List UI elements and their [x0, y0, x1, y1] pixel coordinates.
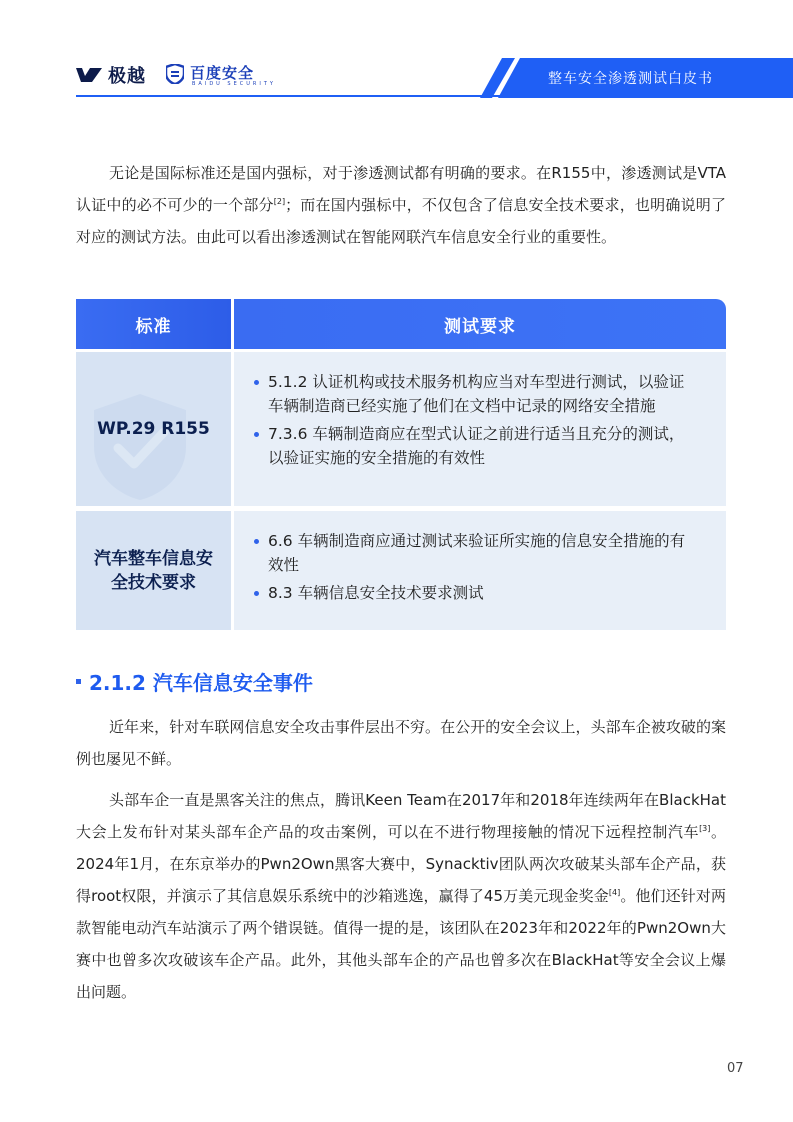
events-intro-paragraph: 近年来，针对车联网信息安全攻击事件层出不穷。在公开的安全会议上，头部车企被攻破的案例也屡见不鲜。: [76, 718, 726, 768]
requirement-text: 8.3 车辆信息安全技术要求测试: [268, 584, 484, 602]
standards-table: [76, 299, 726, 630]
events-text-2: 。2024年1月，在东京举办的Pwn2Own黑客大赛中，Synacktiv团队两次攻破某头部车企产品，获得root权限，并演示了其信息娱乐系统中的沙箱逃逸，赢得了45万美元现金奖金: [76, 823, 726, 905]
requirement-item: [254, 422, 694, 470]
requirement-item: [254, 581, 694, 605]
partner-logo-subtext: BAIDU SECURITY: [192, 81, 276, 87]
intro-text-1: 无论是国际标准还是国内强标，对于渗透测试都有明确的要求。在R155中，渗透测试是VTA认证中的必不可少的一个部分: [76, 164, 726, 214]
requirements-list: [254, 370, 694, 474]
table-row-standard-cell: [76, 352, 231, 506]
header-divider: [76, 95, 793, 97]
reference-2[interactable]: [2]: [273, 197, 286, 206]
page-header: [0, 0, 793, 100]
section-heading: [76, 667, 313, 695]
table-row-standard-cell: [76, 511, 231, 630]
intro-text-2: ；而在国内强标中，不仅包含了信息安全技术要求，也明确说明了对应的测试方法。由此可以看出渗透测试在智能网联汽车信息安全行业的重要性。: [76, 196, 726, 246]
shield-check-icon: [92, 392, 188, 502]
page-number: 07: [727, 1061, 744, 1076]
reference-4[interactable]: [4]: [608, 888, 621, 897]
brand-logo-text: 极越: [108, 66, 146, 87]
standard-name: WP.29 R155: [97, 419, 210, 439]
bullet-dot-icon: [254, 591, 259, 596]
jiyue-logo-icon: [76, 66, 102, 82]
baidu-security-shield-icon: [166, 64, 184, 84]
requirement-item: [254, 370, 694, 418]
document-title: 整车安全渗透测试白皮书: [548, 71, 713, 87]
bullet-dot-icon: [254, 432, 259, 437]
requirement-item: [254, 529, 694, 577]
table-row-requirements-cell: [234, 511, 726, 630]
table-header-requirements: 测试要求: [234, 299, 726, 349]
partner-logo-text: 百度安全: [190, 64, 255, 82]
section-bullet-icon: [76, 679, 81, 684]
bullet-dot-icon: [254, 539, 259, 544]
intro-paragraph: [76, 157, 726, 253]
requirements-list: [254, 529, 694, 609]
standard-name: 汽车整车信息安全技术要求: [94, 548, 213, 593]
table-row-requirements-cell: [234, 352, 726, 506]
reference-3[interactable]: [3]: [699, 824, 711, 833]
table-header-standard: 标准: [76, 299, 231, 349]
bullet-dot-icon: [254, 380, 259, 385]
events-detail-paragraph: [76, 784, 726, 1008]
events-text-3: 。他们还针对两款智能电动汽车站演示了两个错误链。值得一提的是，该团队在2023年和2022年的Pwn2Own大赛中也曾多次攻破该车企产品。此外，其他头部车企的产品也曾多次在BlackHat等安全会议上爆出问题。: [76, 887, 726, 1001]
section-title: 2.1.2 汽车信息安全事件: [89, 670, 313, 695]
events-text-1: 头部车企一直是黑客关注的焦点，腾讯Keen Team在2017年和2018年连续两年在BlackHat大会上发布针对某头部车企产品的攻击案例，可以在不进行物理接触的情况下远程控制汽车: [76, 791, 726, 841]
requirement-text: 7.3.6 车辆制造商应在型式认证之前进行适当且充分的测试，以验证实施的安全措施的有效性: [268, 425, 685, 467]
requirement-text: 5.1.2 认证机构或技术服务机构应当对车型进行测试，以验证车辆制造商已经实施了他们在文档中记录的网络安全措施: [268, 373, 685, 415]
requirement-text: 6.6 车辆制造商应通过测试来验证所实施的信息安全措施的有效性: [268, 532, 686, 574]
